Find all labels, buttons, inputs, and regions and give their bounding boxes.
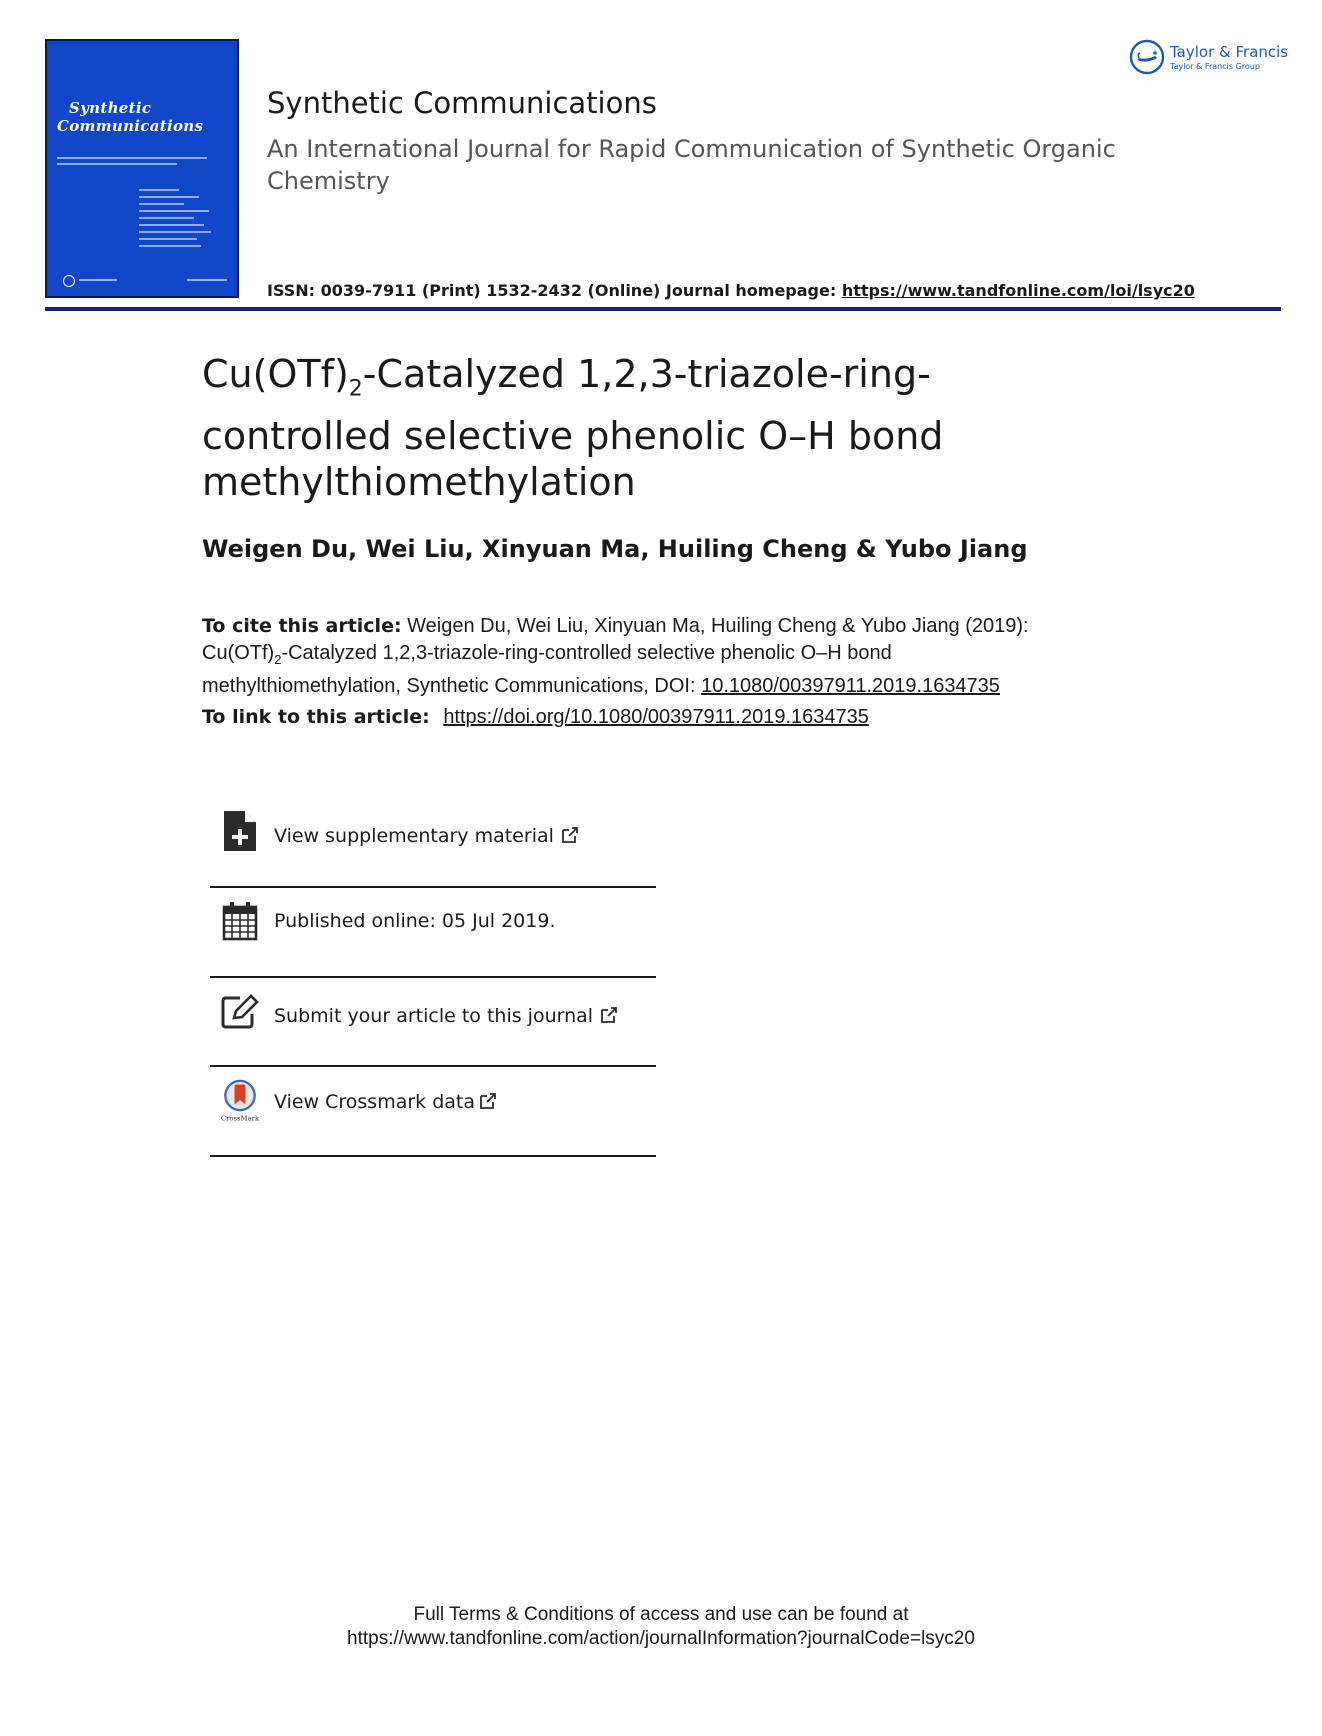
article-title-part2: -Catalyzed 1,2,3-triazole-ring-controlled selective phenolic O–H bond methylthiomethylation [202,352,944,504]
article-link-label: To link to this article: [202,706,430,728]
external-link-icon [560,826,580,844]
crossmark-label: View Crossmark data [274,1091,476,1113]
publisher-name: Taylor & Francis [1170,43,1289,61]
issn-text: ISSN: 0039-7911 (Print) 1532-2432 (Online) Journal homepage: [267,281,837,300]
submit-article-link[interactable] [274,1005,619,1027]
terms-url[interactable]: https://www.tandfonline.com/action/journalInformation?journalCode=lsyc20 [347,1628,975,1649]
cover-footer [59,273,229,287]
citation-doi-link[interactable]: 10.1080/00397911.2019.1634735 [701,675,1000,697]
terms-footer [0,1603,1322,1651]
edit-pencil-icon [220,990,260,1034]
terms-line1: Full Terms & Conditions of access and use can be found at [413,1604,909,1625]
article-title-subscript: 2 [348,376,363,402]
journal-homepage-link[interactable]: https://www.tandfonline.com/loi/lsyc20 [841,281,1195,300]
external-link-icon [478,1092,498,1110]
crossmark-icon [218,1079,262,1123]
crossmark-icon-text: CrossMark [220,1114,260,1123]
article-title-part1: Cu(OTf) [202,352,349,396]
row-divider [210,976,656,978]
supplementary-material-row[interactable] [210,805,656,888]
row-divider [210,1155,656,1157]
cover-title [57,99,204,135]
submit-article-row[interactable] [210,980,656,1067]
issn-line [267,281,1195,300]
citation-block [202,613,1082,700]
citation-text-part1: Weigen Du, Wei Liu, Xinyuan Ma, Huiling Cheng & Yubo Jiang (2019): Cu(OTf) [202,615,1029,664]
supplementary-file-icon [220,809,260,853]
cover-title-line1: Synthetic [69,99,152,117]
article-doi-link[interactable]: https://doi.org/10.1080/00397911.2019.1634735 [443,706,869,728]
publisher-logo[interactable] [1128,38,1288,78]
taylor-francis-lamp-icon [1128,38,1166,76]
supplementary-material-label: View supplementary material [274,825,554,847]
citation-subscript: 2 [274,652,282,667]
crossmark-link[interactable] [274,1091,498,1113]
article-link-block [202,706,869,729]
journal-cover-image [45,39,239,298]
header-divider [45,307,1281,311]
cover-publisher-logo [63,275,75,287]
article-authors: Weigen Du, Wei Liu, Xinyuan Ma, Huiling Cheng & Yubo Jiang [202,535,1028,563]
citation-label: To cite this article: [202,615,402,637]
cover-editor-lines [139,189,219,252]
row-divider [210,1065,656,1067]
cover-subtitle-lines [57,157,207,169]
row-divider [210,886,656,888]
article-title [202,351,962,505]
cover-title-line2: Communications [57,117,204,135]
crossmark-row[interactable] [210,1069,656,1157]
journal-subtitle: An International Journal for Rapid Communication of Synthetic Organic Chemistry [267,135,1116,195]
journal-title: Synthetic Communications [267,86,657,120]
supplementary-material-link[interactable] [274,825,580,847]
published-online-row [210,890,656,978]
calendar-icon [220,900,260,944]
external-link-icon [599,1006,619,1024]
submit-article-label: Submit your article to this journal [274,1005,594,1027]
publisher-group: Taylor & Francis Group [1170,62,1260,71]
citation-text-part2: -Catalyzed 1,2,3-triazole-ring-controlled selective phenolic O–H bond methylthiomethylation, Synthetic Communications, DOI: [202,642,892,697]
published-online-date: Published online: 05 Jul 2019. [274,910,556,932]
